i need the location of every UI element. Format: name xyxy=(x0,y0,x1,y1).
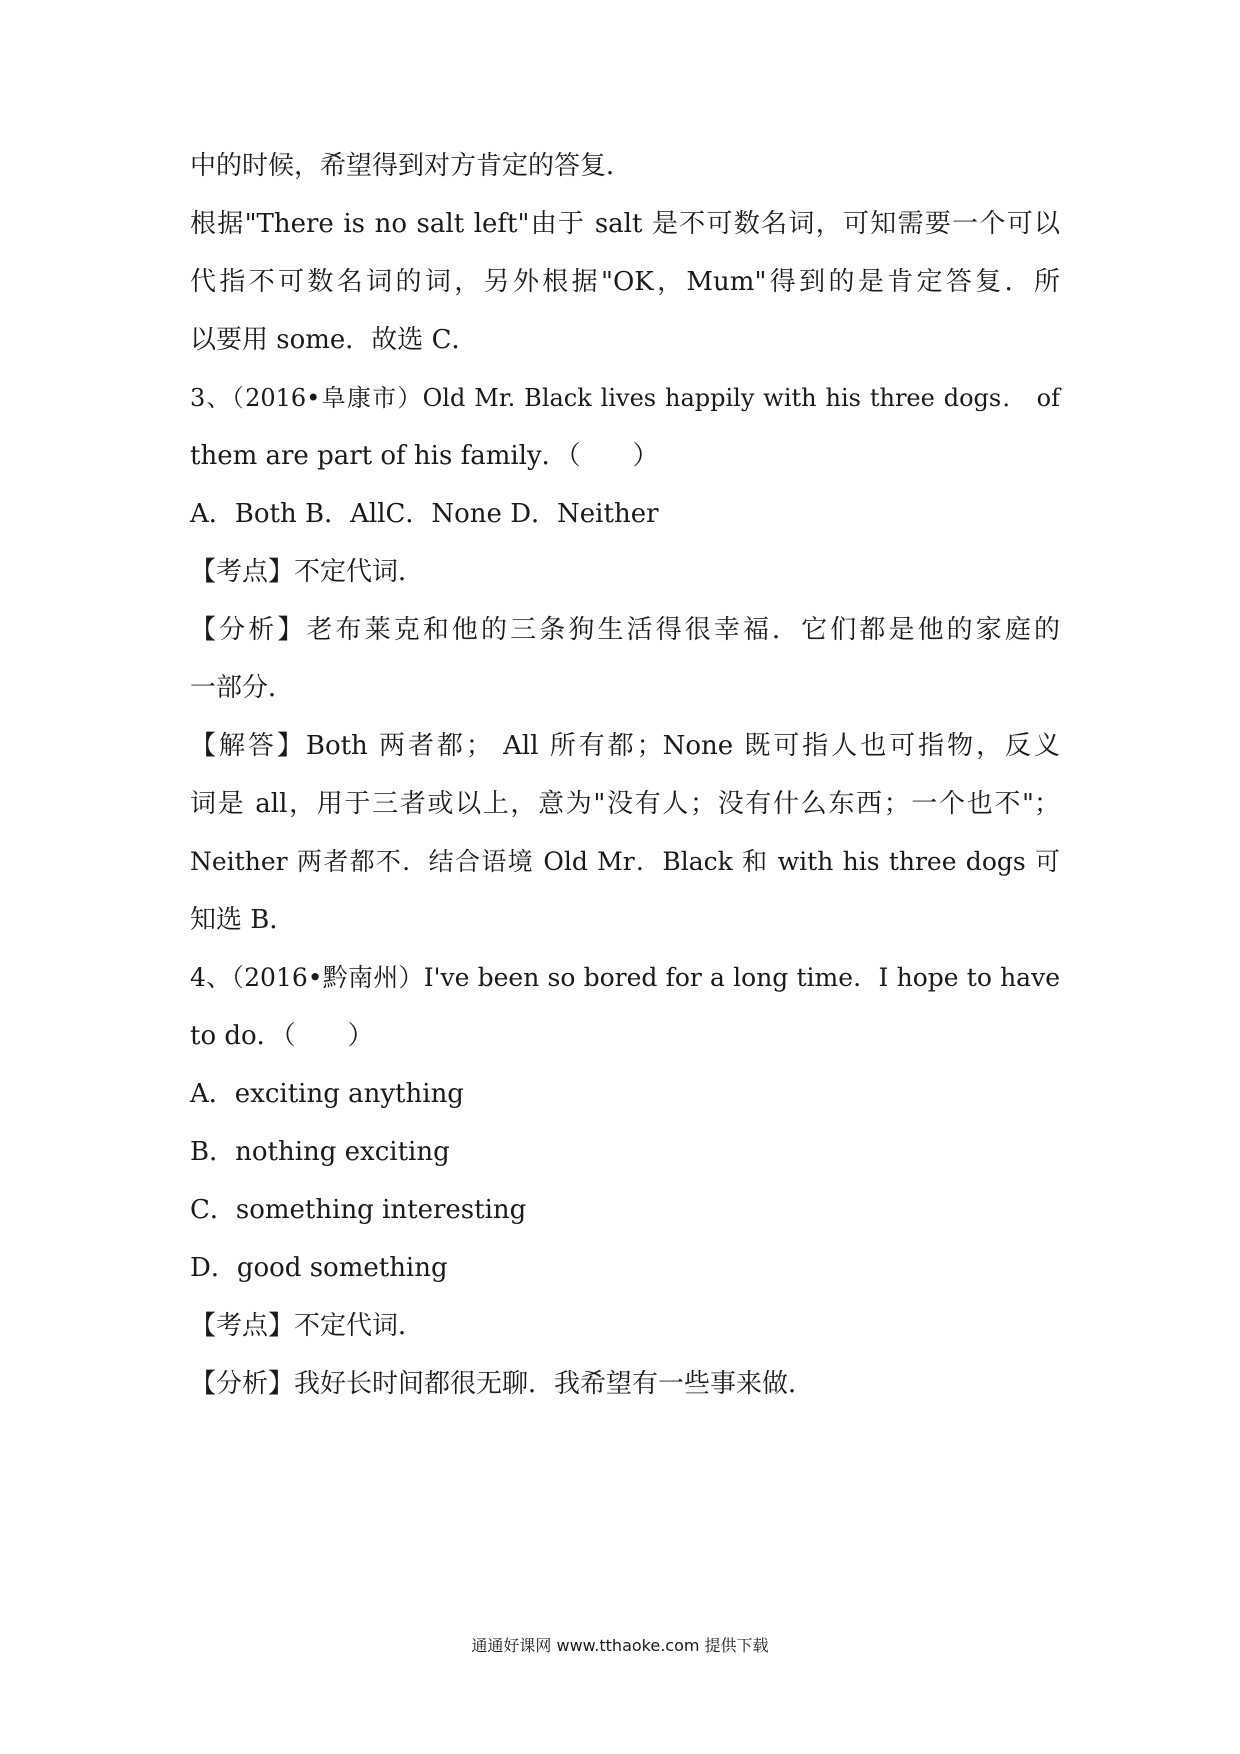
question-4-stem: 4、（2016•黔南州）I've been so bored for a long time．I hope to have xyxy=(190,963,1060,992)
page-footer: 通通好课网 www.tthaoke.com 提供下载 xyxy=(471,1636,769,1655)
question-4-option-b: B．nothing exciting xyxy=(190,1137,450,1167)
text-line: 根据"There is no salt left"由于 salt 是不可数名词，可知需要一个可以 xyxy=(190,209,1060,239)
text-line: 以要用 some．故选 C． xyxy=(190,325,478,355)
question-3-jieda: 【解答】Both 两者都； All 所有都；None 既可指人也可指物，反义 xyxy=(190,731,1060,761)
question-3-kaodian: 【考点】不定代词． xyxy=(190,557,425,587)
text-line: 中的时候，希望得到对方肯定的答复． xyxy=(190,151,633,181)
question-4-kaodian: 【考点】不定代词． xyxy=(190,1311,425,1341)
question-3-fenxi: 【分析】老布莱克和他的三条狗生活得很幸福．它们都是他的家庭的 xyxy=(190,615,1060,645)
question-4-option-a: A．exciting anything xyxy=(190,1079,464,1109)
question-3-options: A．Both B．AllC．None D．Neither xyxy=(190,499,659,529)
question-4-option-d: D．good something xyxy=(190,1253,448,1283)
question-3-stem-cont: them are part of his family．（ ） xyxy=(190,441,659,471)
question-4-fenxi: 【分析】我好长时间都很无聊．我希望有一些事来做． xyxy=(190,1369,815,1399)
question-3-answer: 知选 B． xyxy=(190,905,296,935)
question-4-option-c: C．something interesting xyxy=(190,1195,527,1225)
text-line: 代指不可数名词的词，另外根据"OK，Mum"得到的是肯定答复．所 xyxy=(190,267,1060,297)
question-4-stem-cont: to do．（ ） xyxy=(190,1021,374,1051)
question-3-fenxi-cont: 一部分． xyxy=(190,673,295,703)
question-3-jieda-cont: Neither 两者都不．结合语境 Old Mr．Black 和 with his three dogs 可 xyxy=(190,847,1060,876)
question-3-jieda-cont: 词是 all，用于三者或以上，意为"没有人；没有什么东西；一个也不"； xyxy=(190,789,1060,819)
question-3-stem: 3、（2016•阜康市）Old Mr. Black lives happily with his three dogs． of xyxy=(190,384,1060,412)
